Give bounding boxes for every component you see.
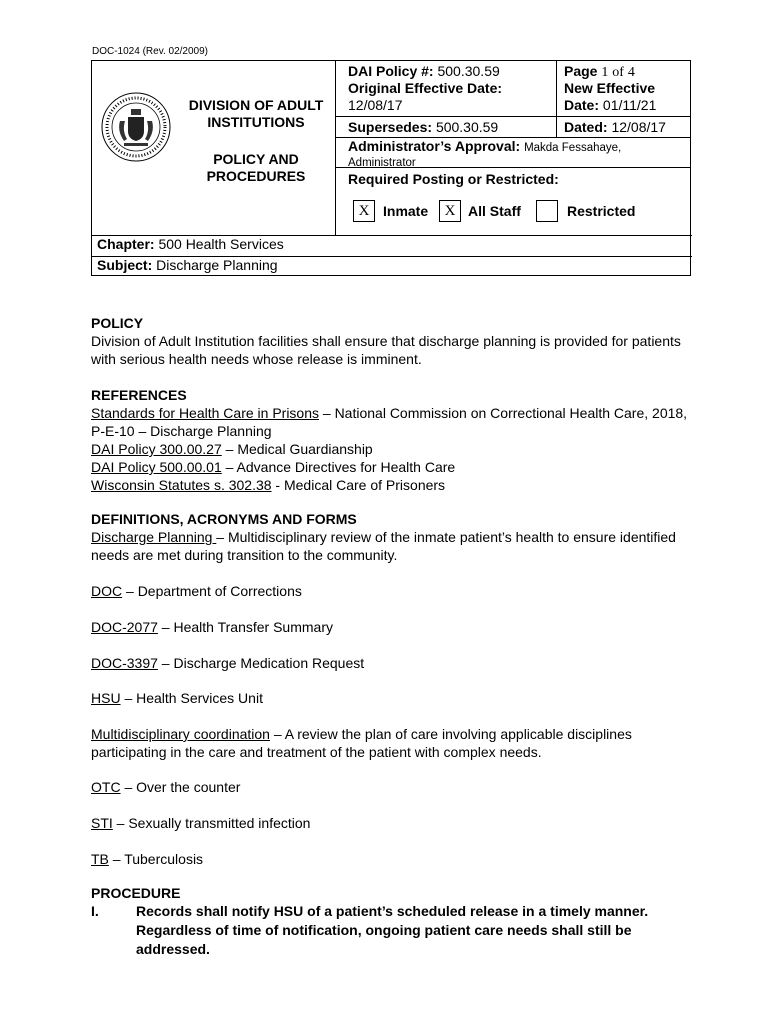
page-count-cell: Page 1 of 4 <box>564 63 635 80</box>
reference-link[interactable]: Standards for Health Care in Prisons <box>91 405 319 421</box>
policy-heading: POLICY <box>91 315 144 331</box>
wisconsin-doc-seal-icon <box>100 91 172 163</box>
references-section <box>91 386 691 494</box>
procedure-heading: PROCEDURE <box>91 885 181 901</box>
original-effective-date-cell: Original Effective Date: 12/08/17 <box>348 80 503 113</box>
policy-header-table <box>91 60 691 276</box>
supersedes-cell: Supersedes: 500.30.59 <box>348 119 499 135</box>
new-effective-date-cell: New Effective Date: 01/11/21 <box>564 80 657 113</box>
procedure-item-number: I. <box>91 903 99 919</box>
definitions-section <box>91 510 691 564</box>
procedure-item-text: Records shall notify HSU of a patient’s scheduled release in a timely manner. Regardless of time of notification, ongoing patient care needs shall still be addressed. <box>136 903 649 957</box>
reference-link[interactable]: Wisconsin Statutes s. 302.38 <box>91 477 272 493</box>
organization-name: DIVISION OF ADULT INSTITUTIONS <box>188 97 324 130</box>
definition-item: STI – Sexually transmitted infection <box>91 815 311 831</box>
all-staff-label: All Staff <box>468 203 521 219</box>
document-type: POLICY AND PROCEDURES <box>206 151 306 184</box>
definition-item: Discharge Planning – Multidisciplinary review of the inmate patient’s health to ensure identified needs are met during transition to the community. <box>91 529 676 563</box>
subject-row: Subject: Discharge Planning <box>97 257 278 273</box>
administrator-approval-cell: Administrator’s Approval: Makda Fessahaye, Administrator <box>348 138 622 169</box>
inmate-label: Inmate <box>383 203 429 219</box>
required-posting-label: Required Posting or Restricted: <box>348 171 559 187</box>
references-heading: REFERENCES <box>91 387 187 403</box>
restricted-checkbox[interactable] <box>536 200 558 222</box>
document-form-number: DOC-1024 (Rev. 02/2009) <box>92 46 208 57</box>
definition-item: DOC-2077 – Health Transfer Summary <box>91 619 333 635</box>
definition-item: HSU – Health Services Unit <box>91 690 263 706</box>
reference-item: DAI Policy 500.00.01 – Advance Directives for Health Care <box>91 459 456 475</box>
all-staff-checkbox[interactable]: X <box>439 200 461 222</box>
reference-item: DAI Policy 300.00.27 – Medical Guardianship <box>91 441 373 457</box>
policy-section <box>91 314 691 368</box>
reference-link[interactable]: DAI Policy 300.00.27 <box>91 441 222 457</box>
definition-item: DOC-3397 – Discharge Medication Request <box>91 655 365 671</box>
reference-item: Wisconsin Statutes s. 302.38 - Medical Care of Prisoners <box>91 477 446 493</box>
definition-item: OTC – Over the counter <box>91 779 241 795</box>
dated-cell: Dated: 12/08/17 <box>564 119 666 135</box>
definition-item: TB – Tuberculosis <box>91 851 204 867</box>
chapter-row: Chapter: 500 Health Services <box>97 236 284 252</box>
definitions-heading: DEFINITIONS, ACRONYMS AND FORMS <box>91 511 357 527</box>
reference-link[interactable]: DAI Policy 500.00.01 <box>91 459 222 475</box>
policy-text: Division of Adult Institution facilities shall ensure that discharge planning is provided for patients with serious health needs whose release is imminent. <box>91 333 681 367</box>
inmate-checkbox[interactable]: X <box>353 200 375 222</box>
policy-number-cell: DAI Policy #: 500.30.59 <box>348 63 500 79</box>
restricted-label: Restricted <box>567 203 636 219</box>
definition-item: DOC – Department of Corrections <box>91 583 302 599</box>
definition-item: Multidisciplinary coordination – A review the plan of care involving applicable disciplines participating in the care and treatment of the patient with complex needs. <box>91 726 632 760</box>
reference-item: Standards for Health Care in Prisons – National Commission on Correctional Health Care, 2018, P-E-10 – Discharge Planning <box>91 405 688 439</box>
